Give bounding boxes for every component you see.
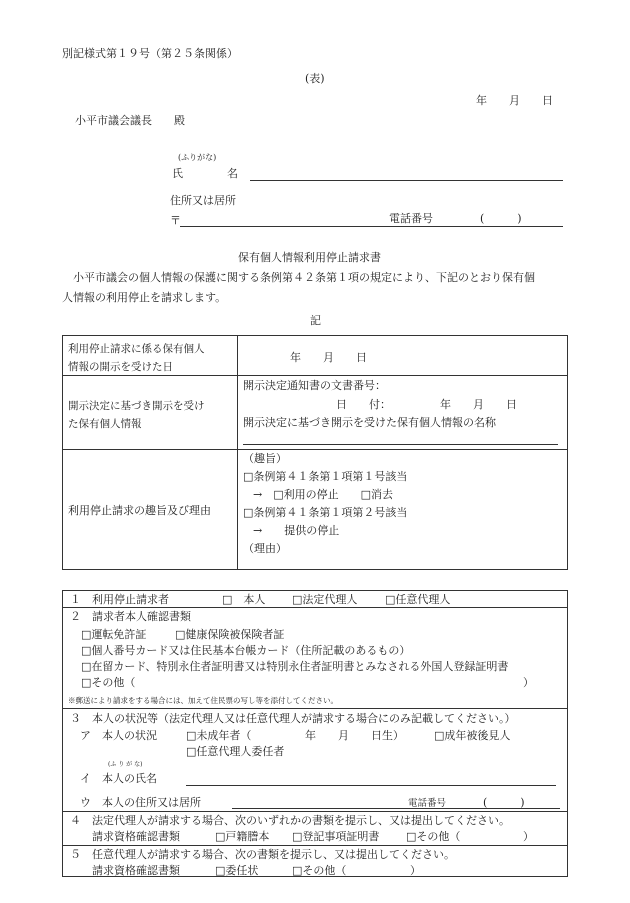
row1-label-line2: 情報の開示を受けた日 [68, 361, 173, 373]
postal-mark: 〒 [170, 214, 181, 227]
mail-note: ※郵送により請求をする場合には、加えて住民票の写し等を添付してください。 [68, 696, 338, 705]
purpose-option-1[interactable]: □条例第４１条第１項第１号該当 [243, 470, 408, 483]
birth-date-field[interactable]: 年 月 日生） [305, 729, 404, 742]
other-doc-checkbox[interactable]: □その他（ [81, 676, 136, 689]
info-name-label: 開示決定に基づき開示を受けた保有個人情報の名称 [243, 416, 496, 429]
s3-phone-paren: ( ) [483, 796, 525, 809]
row2-label-line2: た保有個人情報 [68, 418, 142, 430]
s5-other-close: ） [410, 864, 421, 877]
name-label: 氏 名 [172, 167, 238, 180]
residence-card-checkbox[interactable]: □在留カード、特別永住者証明書又は特別永住者証明書とみなされる外国人登録証明書 [81, 660, 509, 673]
address-input-line[interactable] [180, 226, 563, 227]
minor-checkbox[interactable]: □未成年者（ [186, 729, 252, 742]
reason-label: （理由） [243, 542, 287, 555]
intro-line-2: 人情報の利用停止を請求します。 [62, 291, 227, 304]
row1-label [68, 340, 236, 376]
address-label: 住所又は居所 [170, 194, 236, 207]
purpose-option-1-sub[interactable]: → □利用の停止 □消去 [253, 488, 394, 501]
phone-label: 電話番号 [389, 212, 433, 225]
doc-date-label: 日 付： [336, 398, 391, 411]
registration-cert-checkbox[interactable]: □登記事項証明書 [292, 830, 380, 843]
requester-voluntary-checkbox[interactable]: □任意代理人 [385, 593, 451, 606]
side-label: (表) [305, 72, 325, 85]
s4-other-close: ） [523, 830, 534, 843]
my-number-card-checkbox[interactable]: □個人番号カード又は住民基本台帳カード（住所記載のあるもの） [81, 644, 411, 657]
delegator-checkbox[interactable]: □任意代理人委任者 [186, 745, 285, 758]
s1-label: １ 利用停止請求者 [70, 593, 169, 606]
addressee: 小平市議会議長 殿 [75, 114, 185, 127]
disclosure-date-field[interactable]: 年 月 日 [290, 351, 367, 364]
intro-line-1: 小平市議会の個人情報の保護に関する条例第４２条第１項の規定により、下記のとおり保有個 [73, 271, 535, 284]
phone-paren: ( ) [480, 212, 522, 225]
other-doc-close: ） [523, 676, 534, 689]
principal-name-line[interactable] [186, 785, 556, 786]
health-insurance-checkbox[interactable]: □健康保険被保険者証 [175, 628, 285, 641]
name-input-line[interactable] [250, 180, 563, 181]
s2-title: ２ 請求者本人確認書類 [70, 610, 191, 623]
requester-legal-checkbox[interactable]: □法定代理人 [292, 593, 358, 606]
row2-label-line1: 開示決定に基づき開示を受け [68, 400, 205, 412]
row2-label [68, 397, 236, 433]
date-field[interactable]: 年 月 日 [476, 94, 553, 107]
document-title: 保有個人情報利用停止請求書 [238, 251, 381, 264]
s3-address-label: ウ 本人の住所又は居所 [80, 796, 201, 809]
doc-date-field[interactable]: 年 月 日 [440, 398, 517, 411]
s4-other-checkbox[interactable]: □その他（ [406, 830, 461, 843]
purpose-option-2-sub: → 提供の停止 [253, 524, 340, 537]
power-of-attorney-checkbox[interactable]: □委任状 [215, 864, 259, 877]
purpose-label: （趣旨） [243, 452, 287, 465]
s4-docs-label: 請求資格確認書類 [92, 830, 180, 843]
s3-name-label: イ 本人の氏名 [80, 772, 157, 785]
form-number: 別記様式第１９号（第２５条関係） [62, 47, 238, 60]
row1-label-line1: 利用停止請求に係る保有個人 [68, 343, 205, 355]
adult-ward-checkbox[interactable]: □成年被後見人 [434, 729, 511, 742]
s3-phone-label: 電話番号 [408, 798, 447, 809]
family-register-checkbox[interactable]: □戸籍謄本 [215, 830, 270, 843]
purpose-option-2[interactable]: □条例第４１条第１項第２号該当 [243, 506, 408, 519]
row3-label: 利用停止請求の趣旨及び理由 [68, 504, 211, 517]
furigana-label: (ふりがな) [178, 153, 217, 162]
requester-self-checkbox[interactable]: □ 本人 [222, 593, 266, 606]
s3-furigana: (ふ り が な) [108, 761, 143, 768]
s4-title: ４ 法定代理人が請求する場合、次のいずれかの書類を提示し、又は提出してください。 [70, 814, 510, 827]
ki-label: 記 [310, 314, 321, 327]
s5-other-checkbox[interactable]: □その他（ [292, 864, 347, 877]
drivers-license-checkbox[interactable]: □運転免許証 [81, 628, 147, 641]
s5-title: ５ 任意代理人が請求する場合、次の書類を提示し、又は提出してください。 [70, 848, 455, 861]
info-name-line[interactable] [243, 444, 558, 445]
doc-number-label: 開示決定通知書の文書番号： [243, 379, 386, 392]
s3-status-label: ア 本人の状況 [80, 729, 157, 742]
s5-docs-label: 請求資格確認書類 [92, 864, 180, 877]
s3-title: ３ 本人の状況等（法定代理人又は任意代理人が請求する場合にのみ記載してください。） [70, 712, 516, 725]
principal-address-line[interactable] [232, 808, 560, 809]
